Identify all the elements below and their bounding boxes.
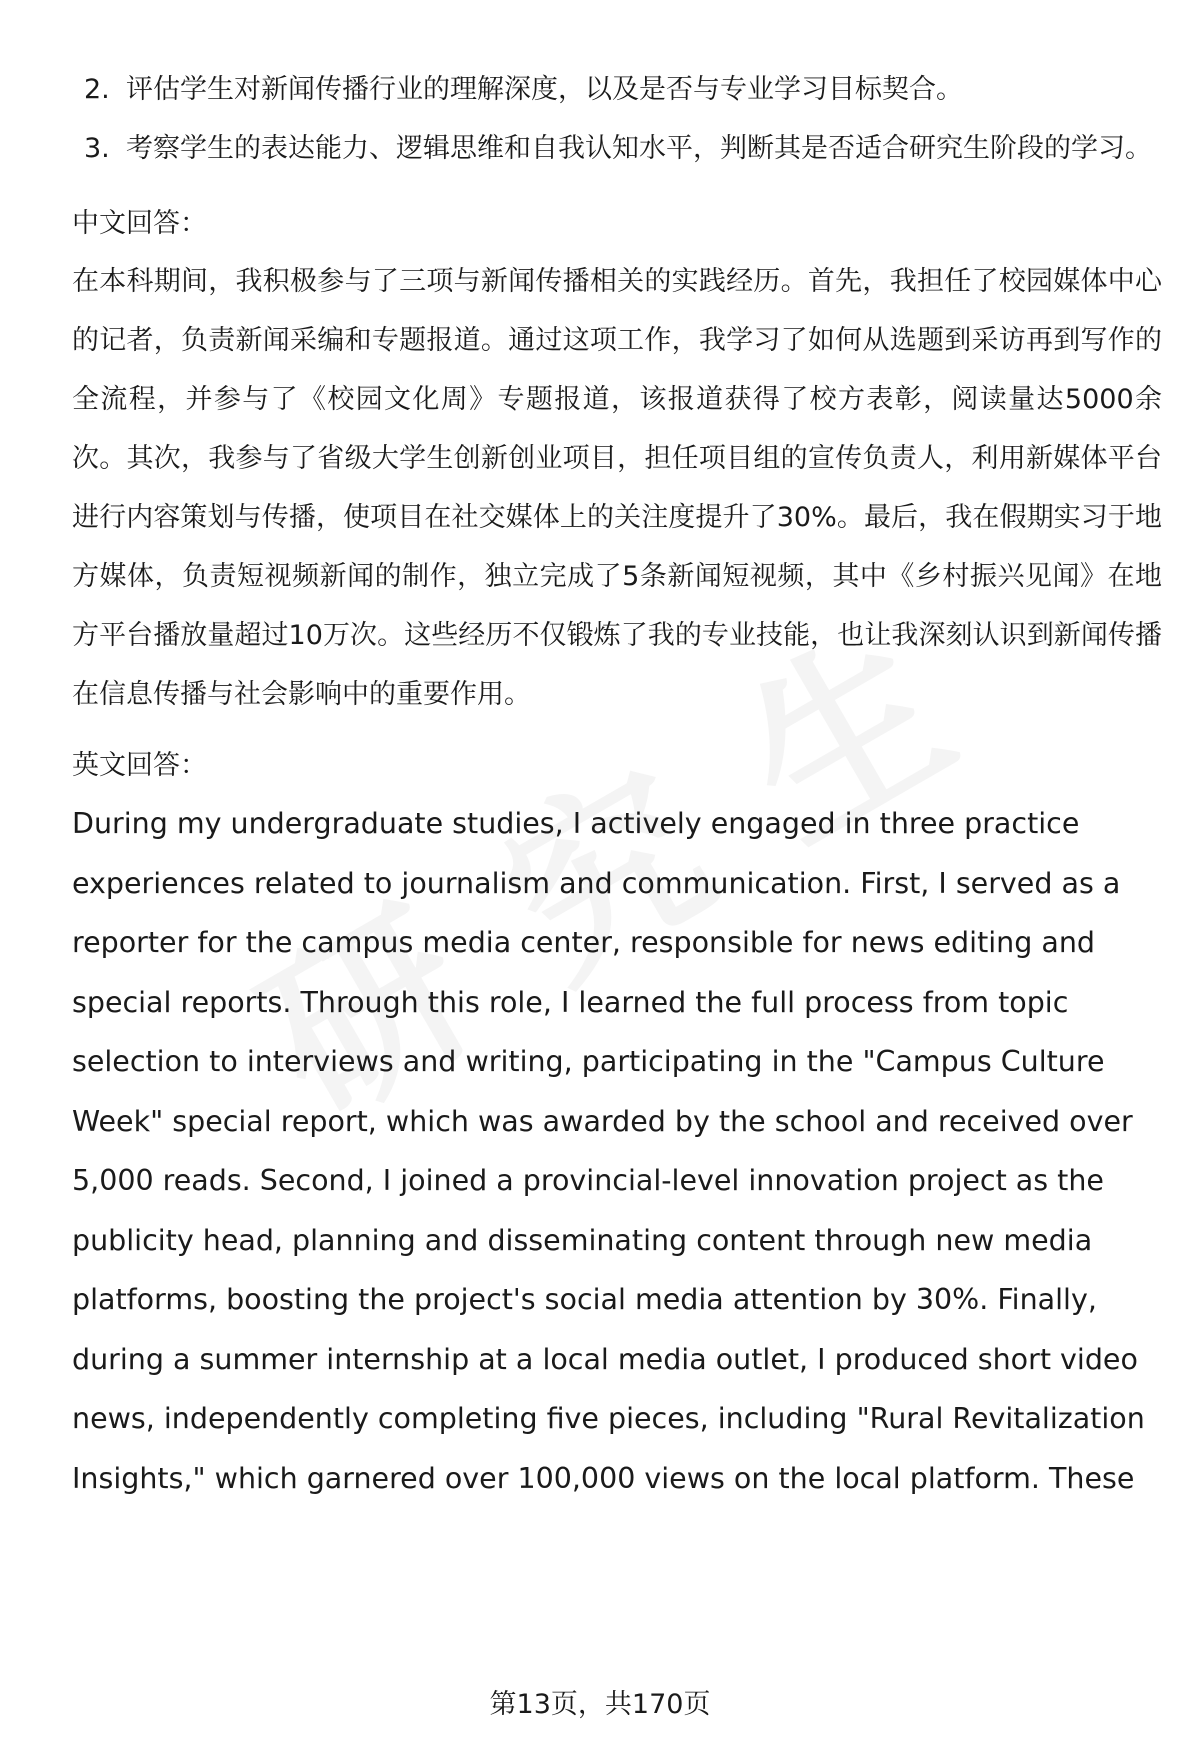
page-content	[72, 60, 1162, 1508]
english-answer-text: During my undergraduate studies, I actively engaged in three practice experiences related to journalism and communication. First, I served as a reporter for the campus media center, responsible for news editing and special reports. Through this role, I learned the full process from topic selection to interviews and writing, participating in the "Campus Culture Week" special report, which was awarded by the school and received over 5,000 reads. Second, I joined a provincial-level innovation project as the publicity head, planning and disseminating content through new media platforms, boosting the project's social media attention by 30%. Finally, during a summer internship at a local media outlet, I produced short video news, independently completing five pieces, including "Rural Revitalization Insights," which garnered over 100,000 views on the local platform. These	[72, 807, 1145, 1495]
page-number-footer: 第13页，共170页	[489, 1689, 711, 1720]
list-item	[72, 60, 1162, 119]
list-item	[72, 119, 1162, 178]
list-item-number: 2.	[84, 74, 110, 105]
list-item-number: 3.	[84, 133, 110, 164]
list-item-text: 评估学生对新闻传播行业的理解深度，以及是否与专业学习目标契合。	[126, 74, 963, 105]
chinese-answer-label: 中文回答：	[72, 208, 207, 239]
criteria-list	[72, 60, 1162, 178]
list-item-text: 考察学生的表达能力、逻辑思维和自我认知水平，判断其是否适合研究生阶段的学习。	[126, 133, 1152, 164]
english-answer-label: 英文回答：	[72, 750, 207, 781]
chinese-answer-text: 在本科期间，我积极参与了三项与新闻传播相关的实践经历。首先，我担任了校园媒体中心的记者，负责新闻采编和专题报道。通过这项工作，我学习了如何从选题到采访再到写作的全流程，并参与了《校园文化周》专题报道，该报道获得了校方表彰，阅读量达5000余次。其次，我参与了省级大学生创新创业项目，担任项目组的宣传负责人，利用新媒体平台进行内容策划与传播，使项目在社交媒体上的关注度提升了30%。最后，我在假期实习于地方媒体，负责短视频新闻的制作，独立完成了5条新闻短视频，其中《乡村振兴见闻》在地方平台播放量超过10万次。这些经历不仅锻炼了我的专业技能，也让我深刻认识到新闻传播在信息传播与社会影响中的重要作用。	[72, 266, 1162, 710]
